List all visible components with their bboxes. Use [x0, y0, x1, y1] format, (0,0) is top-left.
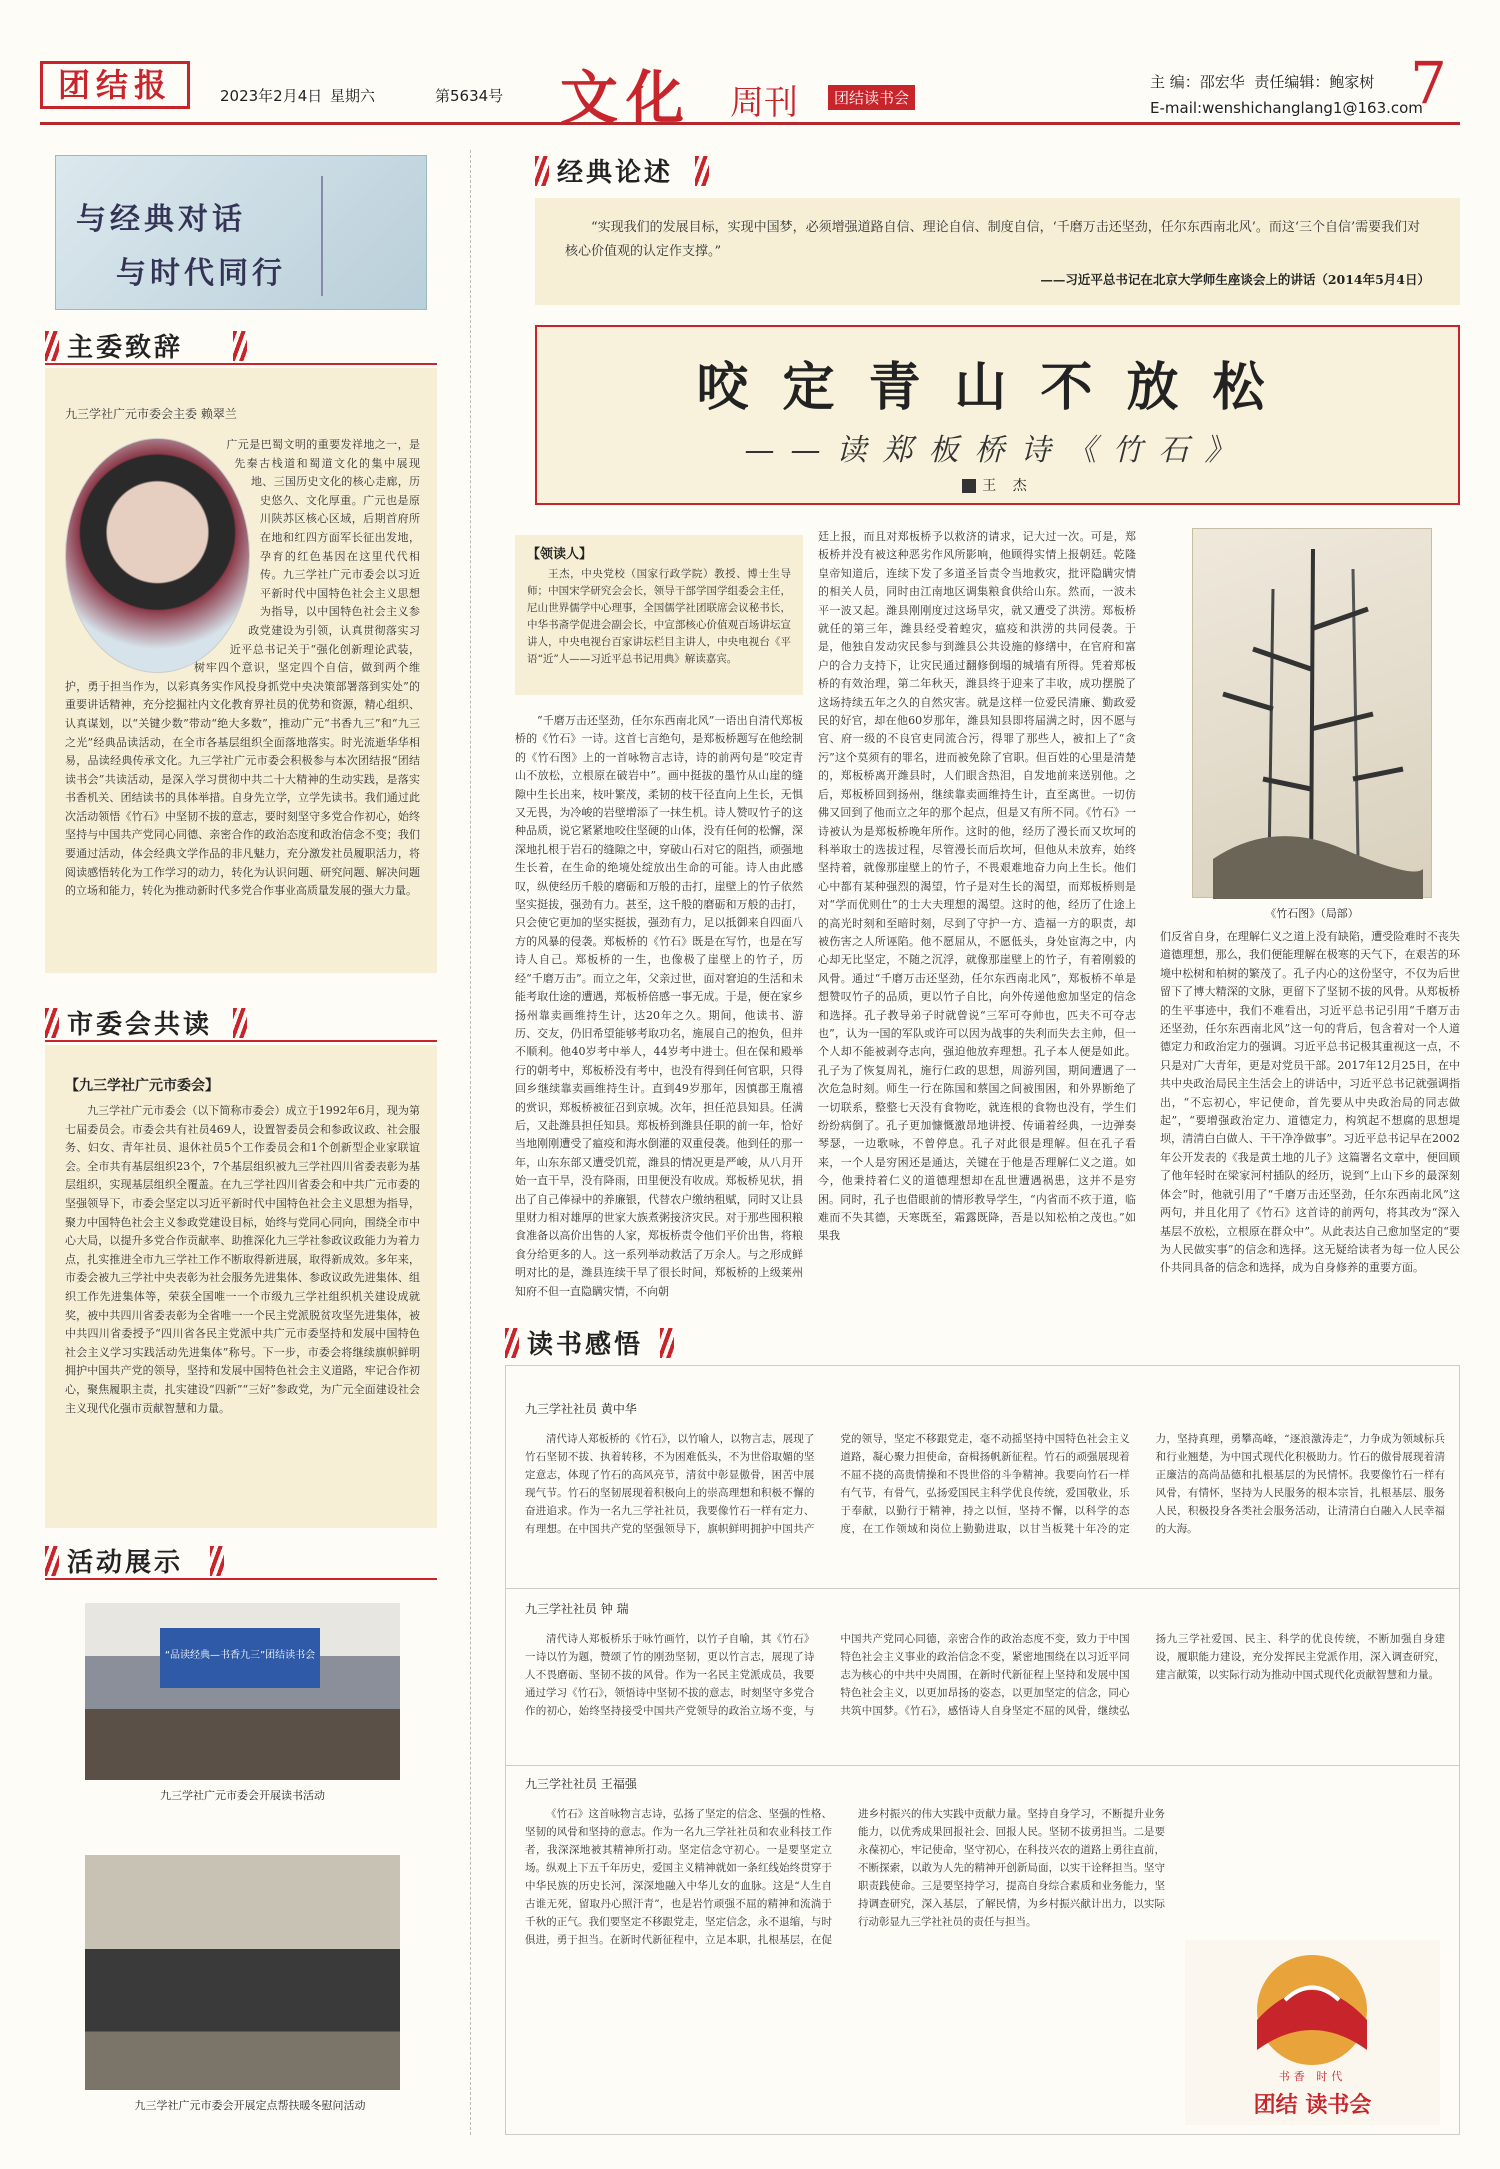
section-title-zhuwei: 主委致辞 [45, 325, 437, 365]
r3-author: 九三学社社员 王福强 [525, 1777, 637, 1791]
leader-text: 王杰，中央党校（国家行政学院）教授、博士生导师；中国宋学研究会会长，领导干部学国学组委会主任，尼山世界儒学中心理事，全国儒学社团联席会议秘书长，中华书斋学促进会副会长，中宣部核心价值观百场讲坛宣讲人，中央电视台百家讲坛栏目主讲人，中央电视台《平语“近”人——习近平总书记用典》解读嘉宾。 [527, 568, 791, 665]
section-title-shiwei: 市委会共读 [45, 1002, 437, 1042]
activity-photo-1 [85, 1603, 400, 1780]
quote-text: “实现我们的发展目标，实现中国梦，必须增强道路自信、理论自信、制度自信，‘千磨万击还坚劲，任尔东西南北风’。而这‘三个自信’需要我们对核心价值观的认定作支撑。” [565, 220, 1421, 259]
article-author: 王 杰 [537, 475, 1458, 495]
section-title-reading: 读书感悟 [505, 1322, 1460, 1362]
masthead [40, 49, 1460, 132]
weekly-label: 周刊 [730, 83, 798, 123]
photo1-banner: “品读经典—书香九三”团结读书会 [160, 1628, 320, 1688]
section-name: 文化 [560, 64, 693, 132]
read-club-tag: 团结读书会 [828, 85, 915, 110]
quote-box [535, 198, 1460, 305]
leader-label: 【领读人】 [527, 547, 593, 562]
r2-author: 九三学社社员 钟 瑞 [525, 1602, 629, 1616]
quote-source: ——习近平总书记在北京大学师生座谈会上的讲话（2014年5月4日） [1040, 272, 1430, 287]
section-title-huodong: 活动展示 [45, 1540, 437, 1580]
banner [55, 155, 427, 310]
bamboo-painting [1192, 528, 1432, 898]
bamboo-icon [1193, 529, 1433, 899]
readclub-emblem-icon [1185, 1940, 1440, 2070]
shiwei-org: 【九三学社广元市委会】 [65, 1078, 219, 1094]
author-mark-icon [962, 479, 976, 493]
banner-decor [321, 176, 411, 296]
article-col-3: 们反省自身，在理解仁义之道上没有缺陷，遭受险难时不丧失道德理想，那么，我们便能理解在极寒的天气下，在艰苦的环境中松树和柏树的繁茂了。孔子内心的这份坚守，不仅为后世留下了博大精深的文脉，更留下了坚韧不拔的风骨。从郑板桥的生平事迹中，我们不难看出，习近平总书记引用“千磨万击还坚劲，任尔东西南北风”这一句的背后，包含着对一个人道德定力和政治定力的强调。习近平总书记极其重视这一点，不只是对广大青年，更是对党员干部。2017年12月25日，在中共中央政治局民主生活会上的讲话中，习近平总书记就强调指出，“不忘初心，牢记使命，首先要从中央政治局的同志做起”，“要增强政治定力、道德定力，构筑起不想腐的思想堤坝，清清白白做人、干干净净做事”。习近平总书记早在2002年公开发表的《我是黄土地的儿子》这篇署名文章中，便回顾了他年轻时在梁家河村插队的经历，说到“上山下乡的最深刻体会”时，他就引用了“千磨万击还坚劲，任尔东西南北风”这两句，并且化用了《竹石》这首诗的前两句，将其改为“深入基层不放松，立根原在群众中”。从此表达自己愈加坚定的“要为人民做实事”的信念和选择。这无疑给读者为每一位人民公仆共同具备的信念和选择，成为自身修养的重要方面。 [1160, 930, 1460, 1275]
banner-line2: 与时代同行 [116, 256, 286, 291]
zhuwei-author: 九三学社广元市委会主委 赖翠兰 [65, 407, 237, 421]
readclub-logo [1185, 1940, 1440, 2125]
issue-weekday: 星期六 [330, 87, 376, 105]
divider-2 [505, 1765, 1460, 1766]
headline: 咬定青山不放松 [696, 357, 1299, 418]
subhead: ——读郑板桥诗《竹石》 [744, 433, 1251, 468]
photo1-caption: 九三学社广元市委会开展读书活动 [160, 1789, 325, 1802]
leader-box [515, 535, 803, 695]
section-title-classic: 经典论述 [535, 150, 1460, 190]
column-divider [470, 150, 471, 2135]
r3-text: 《竹石》这首咏物言志诗，弘扬了坚定的信念、坚强的性格、坚韧的风骨和坚持的意志。作为一名九三学社社员和农业科技工作者，我深深地被其精神所打动。坚定信念守初心。一是要坚定立场。纵观上下五千年历史，爱国主义精神就如一条红线始终贯穿于中华民族的历史长河，深深地融入中华儿女的血脉。这是“人生自古谁无死，留取丹心照汗青”，也是岩竹顽强不屈的精神和流淌于千秋的正气。我们要坚定不移跟党走，坚定信念，永不退缩，与时俱进，勇于担当。在新时代新征程中，立足本职，扎根基层，在促进乡村振兴的伟大实践中贡献力量。坚持自身学习，不断提升业务能力，以优秀成果回报社会、回报人民。坚韧不拔勇担当。二是要永葆初心，牢记使命，坚守初心，在科技兴农的道路上勇往直前，不断探索，以敢为人先的精神开创新局面，以实干诠释担当。坚守职责践使命。三是要坚持学习，提高自身综合素质和业务能力，坚持调查研究，深入基层，了解民情，为乡村振兴献计出力，以实际行动彰显九三学社社员的责任与担当。 [525, 1808, 1165, 1946]
shiwei-text: 九三学社广元市委会（以下简称市委会）成立于1992年6月，现为第七届委员会。市委会共有社员469人，设置智委员会和参政议政、社会服务、妇女、青年社员、退休社员5个工作委员会和1个创新型企业家联谊会。全市共有基层组织23个，7个基层组织被九三学社四川省委表彰为基层组织，实现基层组织全覆盖。在九三学社四川省委会和中共广元市委的坚强领导下，市委会坚定以习近平新时代中国特色社会主义思想为指导，聚力中国特色社会主义参政党建设目标，始终与党同心同向，围绕全市中心大局，以提升多党合作贡献率、助推深化九三学社参政议政能力为着力点，扎实推进全市九三学社工作不断取得新进展，取得新成效。多年来，市委会被九三学社中央表彰为社会服务先进集体、参政议政先进集体、组织工作先进集体等，荣获全国唯一一个市级九三学社组织机关建设成就奖，被中共四川省委表彰为全省唯一一个民主党派脱贫攻坚先进集体，被中共四川省委授予“四川省各民主党派中共广元市委坚持和发展中国特色社会主义学习实践活动先进集体”称号。下一步，市委会将继续旗帜鲜明拥护中国共产党的领导，坚持和发展中国特色社会主义道路，牢记合作初心，聚焦履职主责，扎实建设“四新”“三好”参政党，为广元全面建设社会主义现代化强市贡献智慧和力量。 [65, 1104, 420, 1415]
page-number: 7 [1410, 49, 1447, 117]
article-col-1: “千磨万击还坚劲，任尔东西南北风”一语出自清代郑板桥的《竹石》一诗。这首七言绝句，是郑板桥题写在他绘制的《竹石图》上的一首咏物言志诗，诗的前两句是“咬定青山不放松，立根原在破岩中”。画中挺拔的墨竹从山崖的缝隙中生长出来，枝叶繁茂，柔韧的枝干径直向上生长，无惧又无畏，为冷峻的岩壁增添了一抹生机。诗人赞叹竹子的这种品质，说它紧紧地咬住坚硬的山体，没有任何的松懈，深深地扎根于岩石的缝隙之中，穿破山石对它的阻挡，顽强地生长着，在生命的绝境处绽放出生命的可能。诗人由此感叹，纵使经历千般的磨砺和万般的击打，崖壁上的竹子依然坚实挺拔，强劲有力。甚至，这千般的磨砺和万般的击打，只会使它更加的坚实挺拔，强劲有力，足以抵御来自四面八方的风暴的侵袭。郑板桥的《竹石》既是在写竹，也是在写诗人自己。郑板桥的一生，也像极了崖壁上的竹子，历经“千磨万击”。而立之年，父亲过世，面对窘迫的生活和未能考取仕途的遭遇，郑板桥倍感一事无成。于是，便在家乡扬州靠卖画维持生计，达20年之久。期间，他读书、游历、交友，仍旧希望能够考取功名，施展自己的抱负，但并不顺利。他40岁考中举人，44岁考中进士。但在保和殿举行的朝考中，郑板桥没有考中，也没有得到任何官职，只得回乡继续靠卖画维持生计。直到49岁那年，因慎郡王胤禧的赏识，郑板桥被征召到京城。次年，担任范县知县。任满后，又赴潍县担任知县。郑板桥到潍县任职的前一年，恰好当地刚刚遭受了瘟疫和海水倒灌的双重侵袭。他到任的那一年，山东东部又遭受饥荒，潍县的情况更是严峻，从八月开始一直干旱，没有降雨，田里便没有收成。郑板桥见状，捐出了自己俸禄中的养廉银，代替农户缴纳租赋，同时又让县里财力相对雄厚的世家大族煮粥接济灾民。对于那些囤积粮食准备以高价出售的人家，郑板桥责令他们平价出售，将粮食分给更多的人。这一系列举动救活了万余人。与之形成鲜明对比的是，潍县连续干旱了很长时间，郑板桥的上级莱州知府不但一直隐瞒灾情，不向朝 [515, 714, 803, 1298]
divider-1 [505, 1588, 1460, 1589]
painting-caption: 《竹石图》（局部） [1265, 907, 1359, 920]
banner-line1: 与经典对话 [76, 202, 246, 237]
activity-photo-2 [85, 1855, 400, 2090]
logo-sub: 书香 时代 [1278, 2070, 1347, 2083]
r1-author: 九三学社社员 黄中华 [525, 1402, 637, 1416]
logo-text: 团结 读书会 [1253, 2093, 1372, 2118]
newspaper-logo: 团结报 [40, 61, 190, 109]
editor-email: E-mail:wenshichanglang1@163.com [1150, 99, 1423, 117]
article-col-2: 廷上报，而且对郑板桥予以救济的请求，记大过一次。可是，郑板桥并没有被这种恶劣作风所影响，他顾得实情上报朝廷。乾隆皇帝知道后，连续下发了多道圣旨责令当地救灾，批评隐瞒灾情的相关人员，同时由江南地区调集粮食供给山东。然而，一波未平一波又起。潍县刚刚度过这场旱灾，就又遭受了洪涝。郑板桥就任的第三年，潍县经受着蝗灾，瘟疫和洪涝的共同侵袭。于是，他独自发动灾民参与到潍县公共设施的修缮中，在官府和富户的合力支持下，让灾民通过翻修倒塌的城墙有所得。凭着郑板桥的有效治理，第二年秋天，潍县终于迎来了丰收，成功摆脱了这场持续五年之久的自然灾害。就是这样一位爱民清廉、勤政爱民的好官，却在他60岁那年，潍县知县即将届满之时，因不愿与官、府一级的不良官吏同流合污，得罪了那些人，被扣上了“贪污”这个莫须有的罪名，进而被免除了官职。但百姓的心里是清楚的，郑板桥离开潍县时，人们眼含热泪，自发地前来送别他。之后，郑板桥回到扬州，继续靠卖画维持生计，直至离世。一切仿佛又回到了他而立之年的那个起点，但是又有所不同。《竹石》一诗被认为是郑板桥晚年所作。这时的他，经历了漫长而又坎坷的科举取士的选拔过程，尽管漫长而后坎坷，但他从未放弃，始终坚持着，就像那崖壁上的竹子，不畏艰难地奋力向上生长。他们心中都有某种强烈的渴望，竹子是对生长的渴望，而郑板桥则是对“学而优则仕”的士大夫理想的渴望。这时的他，经历了仕途上的高光时刻和至暗时刻，尽到了守护一方、造福一方的职责，却被伤害之人所诬陷。他不愿屈从，不愿低头，身处宦海之中，内心却无比坚定，不随之沉浮，就像那崖壁上的竹子，有着刚毅的风骨。通过“千磨万击还坚劲，任尔东西南北风”，郑板桥不单是想赞叹竹子的品质，更以竹子自比，向外传递他愈加坚定的信念和选择。孔子教导弟子时就曾说“三军可夺帅也，匹夫不可夺志也”，认为一国的军队或许可以因为战事的失利而失去主帅，但一个人却不能被剥夺志向，强迫他放弃理想。孔子本人便是如此。孔子为了恢复周礼，施行仁政的思想，周游列国，期间遭遇了一次危急时刻。师生一行在陈国和蔡国之间被围困，和外界断绝了一切联系，整整七天没有食物吃，就连根的食物也没有，学生们纷纷病倒了。孔子更加慷慨激昂地讲授、传诵着经典，一边弹奏琴瑟，一边歌咏，不曾停息。孔子对此很是理解。但在孔子看来，一个人是穷困还是通达，关键在于他是否理解仁义之道。如今，他秉持着仁义的道德理想却在乱世遭遇祸患，这并不是穷困。同时，孔子也借眼前的情形教导学生，“内省而不疚于道，临难而不失其德，天寒既至，霜露既降，吾是以知松柏之茂也。”如果我 [818, 530, 1136, 1243]
photo2-caption: 九三学社广元市委会开展定点帮扶暖冬慰问活动 [134, 2099, 366, 2112]
headline-box [535, 325, 1460, 505]
zhuwei-text: 广元是巴蜀文明的重要发祥地之一，是先秦古栈道和蜀道文化的集中展现地、三国历史文化的核心走廊，历史悠久、文化厚重。广元也是原川陕苏区核心区域，后期首府所在地和红四方面军长征出发地，孕育的红色基因在这里代代相传。九三学社广元市委会以习近平新时代中国特色社会主义思想为指导，以中国特色社会主义参政党建设为引领，认真贯彻落实习近平总书记关于“强化创新理论武装，树牢四个意识，坚定四个自信，做到两个维护，勇于担当作为，以彩真务实作风投身抓党中央决策部署落到实处”的重要讲话精神，充分挖掘社内文化教育界社员的优势和资源，精心组织、认真谋划，以“关键少数”带动“绝大多数”，推动广元“书香九三”和“九三之光”经典品读活动，在全市各基层组织全面落地落实。时光流逝华华相易，品读经典传承文化。九三学社广元市委会积极参与本次团结报“团结读书会”共读活动，是深入学习贯彻中共二十大精神的生动实践，是落实书香机关、团结读书的具体举措。自身先立学，立学先读书。我们通过此次活动领悟《竹石》中坚韧不拔的意志，要时刻坚守多党合作初心，始终坚持与中国共产党同心同德、亲密合作的政治态度和政治信念不变；我们要通过活动，体会经典文学作品的非凡魅力，充分激发社员履职活力，将阅读感悟转化为工作学习的动力，转化为认识问题、研究问题、解决问题的立场和能力，转化为推动新时代多党合作事业高质量发展的强大力量。 [65, 438, 420, 898]
issue-date: 2023年2月4日 [220, 87, 323, 105]
editor-info: 主 编：邵宏华 责任编辑：鲍家树 E-mail:wenshichanglang1@163.com [1150, 69, 1423, 121]
r1-text: 清代诗人郑板桥的《竹石》，以竹喻人，以物言志，展现了竹石坚韧不拔、执着转移，不为困难低头，不为世俗取媚的坚定意志，体现了竹石的高风亮节，清贫中彰显傲骨，困苦中展现气节。竹石的坚韧展现着积极向上的崇高理想和积极不懈的奋进追求。作为一名九三学社社员，我要像竹石一样有定力、有理想。在中国共产党的坚强领导下，旗帜鲜明拥护中国共产党的领导，坚定不移跟党走，毫不动摇坚持中国特色社会主义道路，凝心聚力担使命，奋楫扬帆新征程。竹石的顽强展现着不屈不挠的高贵情操和不畏世俗的斗争精神。我要向竹石一样有气节，有骨气，弘扬爱国民主科学优良传统，爱国敬业，乐于奉献，以勤行于精神，持之以恒，坚持不懈，以科学的态度，在工作领域和岗位上勤勤进取，以甘当板凳十年冷的定力，坚持真理，勇攀高峰，“逐浪激涛走”，力争成为领域标兵和行业翘楚，为中国式现代化积极助力。竹石的傲骨展现着清正廉洁的高尚品德和扎根基层的为民情怀。我要像竹石一样有风骨，有情怀，坚持为人民服务的根本宗旨，扎根基层、服务人民，积极投身各类社会服务活动，让清清白白融入人民幸福的大海。 [525, 1433, 1445, 1535]
r2-text: 清代诗人郑板桥乐于咏竹画竹，以竹子自喻，其《竹石》一诗以竹为题，赞颂了竹的刚劲坚韧，更以竹言志，展现了诗人不畏磨砺、坚韧不拔的风骨。作为一名民主党派成员，我要通过学习《竹石》，领悟诗中坚韧不拔的意志，时刻坚守多党合作的初心，始终坚持接受中国共产党领导的政治立场不变，与中国共产党同心同德，亲密合作的政治态度不变，致力于中国特色社会主义事业的政治信念不变，紧密地围绕在以习近平同志为核心的中共中央周围，在新时代新征程上坚持和发展中国特色社会主义，以更加昂扬的姿态，以更加坚定的信念，同心共筑中国梦。《竹石》，感悟诗人自身坚定不屈的风骨，继续弘扬九三学社爱国、民主、科学的优良传统，不断加强自身建设，履职能力建设，充分发挥民主党派作用，深入调查研究，建言献策，以实际行动为推动中国式现代化贡献智慧和力量。 [525, 1633, 1445, 1717]
issue-number: 第5634号 [435, 87, 504, 105]
